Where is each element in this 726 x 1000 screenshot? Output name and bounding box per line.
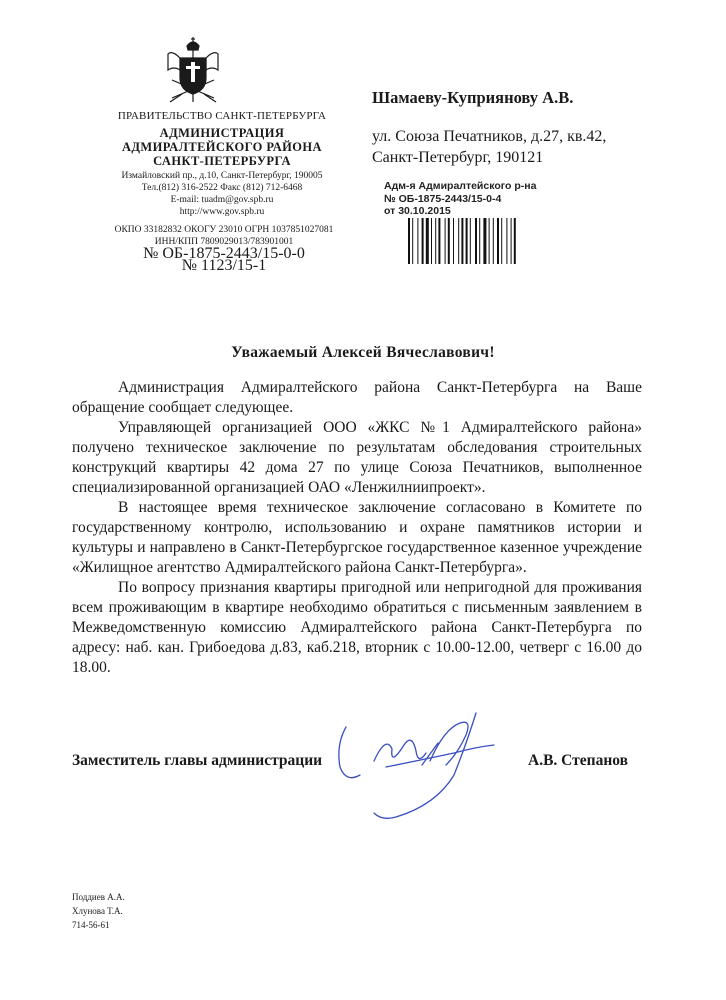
barcode-bar	[483, 218, 486, 264]
codes-line: ОКПО 33182832 ОКОГУ 23010 ОГРН 1037851027081	[114, 225, 334, 235]
admin-line: АДМИРАЛТЕЙСКОГО РАЙОНА	[122, 140, 322, 154]
registration-stamp	[384, 180, 536, 218]
barcode-bar	[458, 218, 459, 264]
contact-phone: Тел.(812) 316-2522 Факс (812) 712-6468	[141, 183, 303, 193]
address-line: Санкт-Петербург, 190121	[372, 149, 544, 166]
barcode-bar	[426, 218, 429, 264]
registry-codes	[93, 224, 355, 272]
barcode-bar	[408, 218, 410, 264]
letter-body	[72, 378, 642, 678]
barcode-bar	[417, 218, 418, 264]
barcode-bar	[438, 218, 440, 264]
government-name: ПРАВИТЕЛЬСТВО САНКТ-ПЕТЕРБУРГА	[117, 110, 327, 122]
reference-number: № 1123/15-1	[181, 257, 267, 274]
barcode-bar	[514, 218, 516, 264]
contact-block	[112, 170, 332, 218]
signatory-name: А.В. Степанов	[528, 752, 628, 769]
administration-name	[112, 126, 332, 168]
barcode-bar	[506, 218, 507, 264]
paragraph: По вопросу признания квартиры пригодной или непригодной для проживания всем проживающим в квартире необходимо обратиться с письменным заявлением в Межведомственную комиссию Адмиралтейского района Санкт-Петербурга по адресу: наб. кан. Грибоедова д.83, каб.218, вторник с 10.00-12.00, четверг с 16.00 до 18.00.	[72, 579, 642, 676]
barcode-bar	[493, 218, 494, 264]
paragraph: Управляющей организацией ООО «ЖКС №1 Адмиралтейского района» получено техническое заключение по результатам обследования строительных конструкций квартиры 42 дома 27 по улице Союза Печатников, выполненное специализированной организацией ОАО «Ленжилниипроект».	[72, 419, 642, 496]
executor-phone: 714-56-61	[72, 920, 110, 930]
admin-line: САНКТ-ПЕТЕРБУРГА	[153, 154, 291, 168]
barcode-bar	[479, 218, 480, 264]
barcode-icon	[408, 218, 556, 264]
barcode-bar	[501, 218, 502, 264]
codes-line: ИНН/КПП 7809029013/783901001	[154, 237, 294, 247]
greeting: Уважаемый Алексей Вячеславович!	[231, 344, 495, 361]
barcode-bar	[445, 218, 446, 264]
executor-name: Хлунова Т.А.	[72, 906, 123, 916]
admin-line: АДМИНИСТРАЦИЯ	[159, 126, 285, 140]
stamp-line: № ОБ-1875-2443/15-0-4	[384, 192, 502, 205]
barcode-bar	[470, 218, 471, 264]
contact-website: http://www.gov.spb.ru	[179, 207, 265, 217]
coat-of-arms-icon	[162, 36, 224, 106]
barcode-bar	[475, 218, 477, 264]
handwritten-signature-icon	[326, 705, 526, 825]
paragraph: В настоящее время техническое заключение согласовано в Комитете по государственному контролю, использованию и охране памятников истории и культуры и направлено в Санкт-Петербургское государственное казенное учреждение «Жилищное агентство Адмиралтейского района Санкт-Петербурга».	[72, 499, 642, 576]
stamp-line: Адм-я Адмиралтейского р-на	[384, 180, 537, 192]
address-line: ул. Союза Печатников, д.27, кв.42,	[372, 128, 607, 145]
barcode-bar	[431, 218, 432, 264]
barcode-bar	[489, 218, 490, 264]
contact-email: E-mail: tuadm@gov.spb.ru	[170, 195, 274, 205]
barcode-bar	[466, 218, 468, 264]
barcode-bar	[412, 218, 413, 264]
executor-info	[72, 890, 125, 932]
signatory-title: Заместитель главы администрации	[72, 752, 323, 769]
executor-name: Поддиев А.А.	[72, 892, 125, 902]
stamp-line: от 30.10.2015	[384, 205, 451, 217]
barcode-bar	[435, 218, 436, 264]
recipient-name: Шамаеву-Куприянову А.В.	[372, 88, 574, 107]
barcode-bar	[453, 218, 454, 264]
barcode-bar	[422, 218, 424, 264]
contact-address: Измайловский пр., д.10, Санкт-Петербург, 190005	[121, 171, 323, 181]
barcode-bar	[511, 218, 512, 264]
barcode-bar	[461, 218, 463, 264]
registration-number: № ОБ-1875-2443/15-0-0	[143, 245, 305, 262]
barcode-bar	[448, 218, 450, 264]
paragraph: Администрация Адмиралтейского района Санкт-Петербурга на Ваше обращение сообщает следующее.	[72, 379, 642, 416]
recipient-address	[372, 126, 606, 168]
barcode-bar	[497, 218, 499, 264]
